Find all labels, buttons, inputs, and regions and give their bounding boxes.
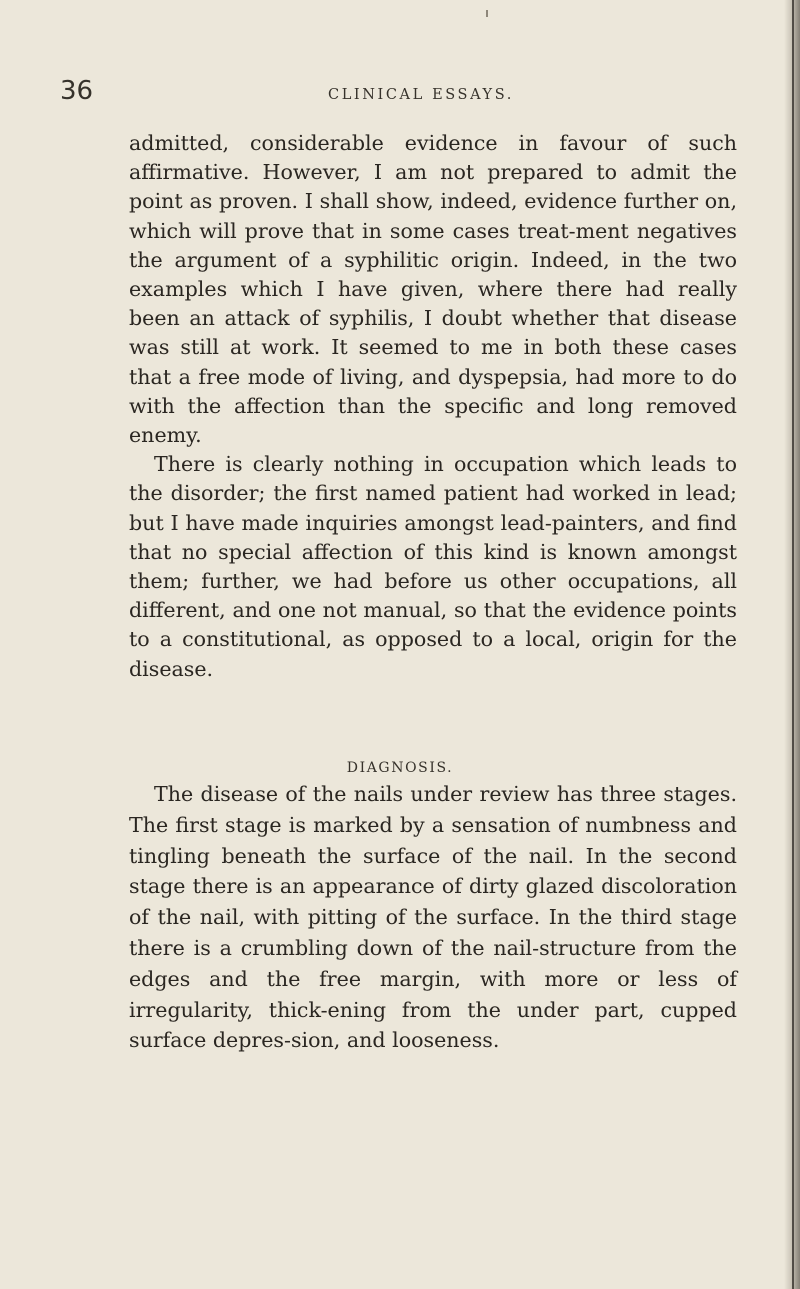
page-number: 36: [60, 76, 94, 106]
paragraph-occupation: There is clearly nothing in occupation which leads to the disorder; the first named patient had worked in lead; but I have made inquiries amongst lead-painters, and find that no special affection of this kind is known amongst them; further, we had before us other occupations, all different, and one not manual, so that the evidence points to a constitutional, as opposed to a local, origin for the disease.: [129, 452, 737, 681]
diagnosis-text: [129, 779, 737, 1056]
paragraph-continued: admitted, considerable evidence in favour of such affirmative. However, I am not prepared to admit the point as proven. I shall show, indeed, evidence further on, which will prove that in some cases treat-ment negatives the argument of a syphilitic origin. Indeed, in the two examples which I have given, where there had really been an attack of syphilis, I doubt whether that disease was still at work. It seemed to me in both these cases that a free mode of living, and dyspepsia, had more to do with the affection than the specific and long removed enemy.: [129, 131, 737, 448]
print-speck: [486, 10, 488, 17]
body-text: [129, 129, 737, 684]
page-edge-line: [792, 0, 794, 1289]
paragraph-diagnosis: The disease of the nails under review has three stages. The first stage is marked by a sensation of numbness and tingling beneath the surface of the nail. In the second stage there is an appearance of dirty glazed discoloration of the nail, with pitting of the surface. In the third stage there is a crumbling down of the nail-structure from the edges and the free margin, with more or less of irregularity, thick-ening from the under part, cupped surface depres-sion, and looseness.: [129, 782, 737, 1053]
section-heading: DIAGNOSIS.: [346, 760, 454, 776]
running-head: CLINICAL ESSAYS.: [328, 87, 514, 103]
